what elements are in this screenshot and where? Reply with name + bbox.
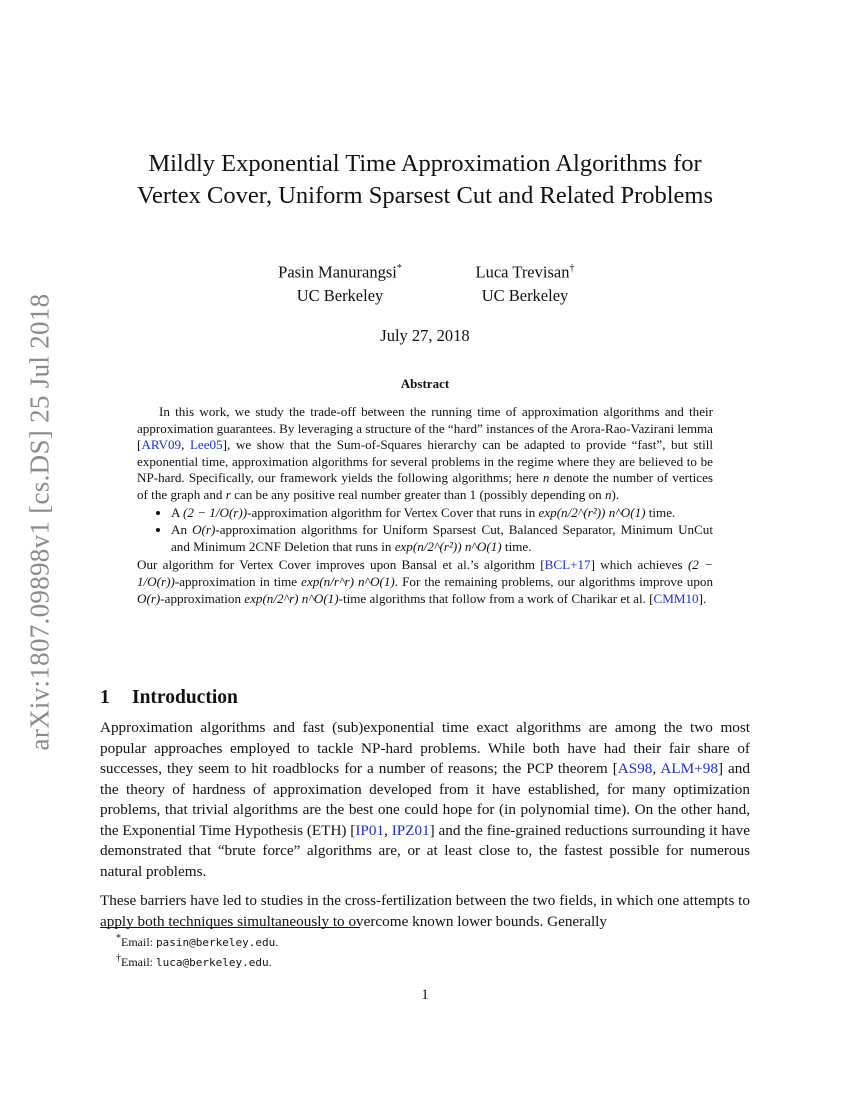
abstract-text: ], we show that the Sum-of-Squares hierarchy can be adapted to provide “fast”, but still exponential time, approximation algorithms for several problems in the regime where they are believed to be NP-hard. Specifically, our framework yields the following algorithms; here <box>137 437 714 486</box>
footnote-label: Email: <box>121 955 156 969</box>
abstract-paragraph-2 <box>137 557 713 607</box>
abstract-text: ). <box>611 486 620 502</box>
abstract-text: denote the number of vertices of the graph and <box>137 470 713 502</box>
abstract-text: time. <box>501 538 532 554</box>
abstract-paragraph-1 <box>137 404 713 504</box>
math-expression: exp(n/2^(r²)) n^O(1) <box>538 504 646 520</box>
footnote-1 <box>116 931 278 951</box>
email-address: pasin@berkeley.edu <box>156 936 276 949</box>
result-list <box>137 505 713 556</box>
section-number: 1 <box>100 687 110 708</box>
abstract-text: In this work, we study the trade-off between the running time of approximation algorithms and their approximation guarantees. By leveraging a structure of the “hard” instances of the Arora-Rao-Vazirani lemma [ <box>137 404 713 453</box>
section-title: Introduction <box>132 687 238 708</box>
abstract-text: -time algorithms that follow from a work of Charikar et al. [ <box>338 590 654 606</box>
author-2-name: Luca Trevisan <box>475 262 570 282</box>
body-paragraph-1 <box>100 718 750 882</box>
math-variable: n <box>542 470 550 486</box>
body-text: ] and the fine-grained reductions surrounding it have demonstrated that “brute force” algorithms are, or at least close to, the fastest possible for numerous natural problems. <box>100 821 750 880</box>
citation-link[interactable]: Lee05 <box>189 437 223 453</box>
body-text: , <box>384 821 392 839</box>
footnote-text: . <box>275 935 279 949</box>
abstract-text: ] which achieves <box>590 557 688 573</box>
author-2-mark: † <box>569 263 575 274</box>
footnote-text: . <box>268 955 272 969</box>
footnote-2 <box>116 951 278 971</box>
abstract-text: An <box>171 522 193 538</box>
email-address: luca@berkeley.edu <box>156 956 269 969</box>
citation-link[interactable]: IPZ01 <box>391 821 430 839</box>
abstract-text: . For the remaining problems, our algorithms improve upon <box>394 573 713 589</box>
citation-link[interactable]: IP01 <box>355 821 385 839</box>
citation-link[interactable]: BCL+17 <box>544 557 591 573</box>
math-expression: exp(n/r^r) n^O(1) <box>301 573 395 589</box>
abstract-body <box>137 404 713 607</box>
arxiv-sidebar <box>14 275 66 770</box>
author-1-name: Pasin Manurangsi <box>278 262 397 282</box>
math-expression: O(r) <box>137 590 161 606</box>
paper-date: July 27, 2018 <box>380 326 470 345</box>
abstract-text: -approximation algorithms for Uniform Sparsest Cut, Balanced Separator, Minimum UnCut and Minimum 2CNF Deletion that runs in <box>171 522 713 554</box>
abstract-text: Our algorithm for Vertex Cover improves upon Bansal et al.’s algorithm [ <box>137 557 545 573</box>
citation-link[interactable]: ALM+98 <box>660 760 718 777</box>
footnotes <box>116 931 278 971</box>
body-paragraph-2: These barriers have led to studies in the cross-fertilization between the two fields, in which one attempts to apply both techniques simultaneously to overcome known lower bounds. Generally <box>100 892 750 930</box>
author-2 <box>440 257 610 307</box>
footnote-mark: † <box>116 953 121 964</box>
abstract-text: , <box>181 437 190 453</box>
math-variable: r <box>225 486 231 502</box>
arxiv-identifier: arXiv:1807.09898v1 [cs.DS] 25 Jul 2018 <box>24 293 55 751</box>
citation-link[interactable]: CMM10 <box>653 590 699 606</box>
author-1 <box>255 257 425 307</box>
paper-title <box>100 148 750 212</box>
citation-link[interactable]: ARV09 <box>141 437 182 453</box>
math-expression: O(r) <box>192 522 216 538</box>
math-variable: n <box>604 486 612 502</box>
footnote-rule <box>100 927 360 928</box>
abstract-heading: Abstract <box>400 376 450 391</box>
body-text: ] and the theory of hardness of approximation developed from it have established, for many optimization problems, that trivial algorithms are the best one could hope for (in polynomial time). On the other hand, the Exponential Time Hypothesis (ETH) [ <box>100 760 750 839</box>
body-text: Approximation algorithms and fast (sub)exponential time exact algorithms are among the two most popular approaches employed to tackle NP-hard problems. While both have had their fair share of successes, they seem to hit roadblocks for a number of reasons; the PCP theorem [ <box>100 719 750 777</box>
title-line-1: Mildly Exponential Time Approximation Algorithms for <box>148 150 702 177</box>
author-1-affiliation: UC Berkeley <box>296 285 384 305</box>
abstract-text: -approximation in time <box>174 573 302 589</box>
math-expression: exp(n/2^r) n^O(1) <box>244 590 339 606</box>
result-item-sparsest-cut <box>171 522 713 555</box>
result-item-vertex-cover <box>171 505 713 522</box>
abstract-text: ]. <box>698 590 707 606</box>
section-heading <box>100 687 238 709</box>
math-expression: (2 − 1/O(r)) <box>137 557 713 589</box>
abstract-text: can be any positive real number greater than 1 (possibly depending on <box>230 486 605 502</box>
body-text: , <box>652 760 661 777</box>
abstract-text: A <box>171 504 184 520</box>
math-expression: (2 − 1/O(r)) <box>183 504 248 520</box>
author-2-affiliation: UC Berkeley <box>481 285 569 305</box>
author-1-mark: * <box>396 263 402 274</box>
page-number: 1 <box>421 987 429 1003</box>
footnote-mark: * <box>116 933 121 944</box>
section-body <box>100 718 750 941</box>
footnote-label: Email: <box>121 935 156 949</box>
math-expression: exp(n/2^(r²)) n^O(1) <box>394 538 502 554</box>
abstract-text: time. <box>645 504 676 520</box>
citation-link[interactable]: AS98 <box>617 760 653 777</box>
title-line-2: Vertex Cover, Uniform Sparsest Cut and Related Problems <box>136 182 714 209</box>
abstract-text: -approximation algorithm for Vertex Cover that runs in <box>247 504 539 520</box>
abstract-text: -approximation <box>160 590 245 606</box>
